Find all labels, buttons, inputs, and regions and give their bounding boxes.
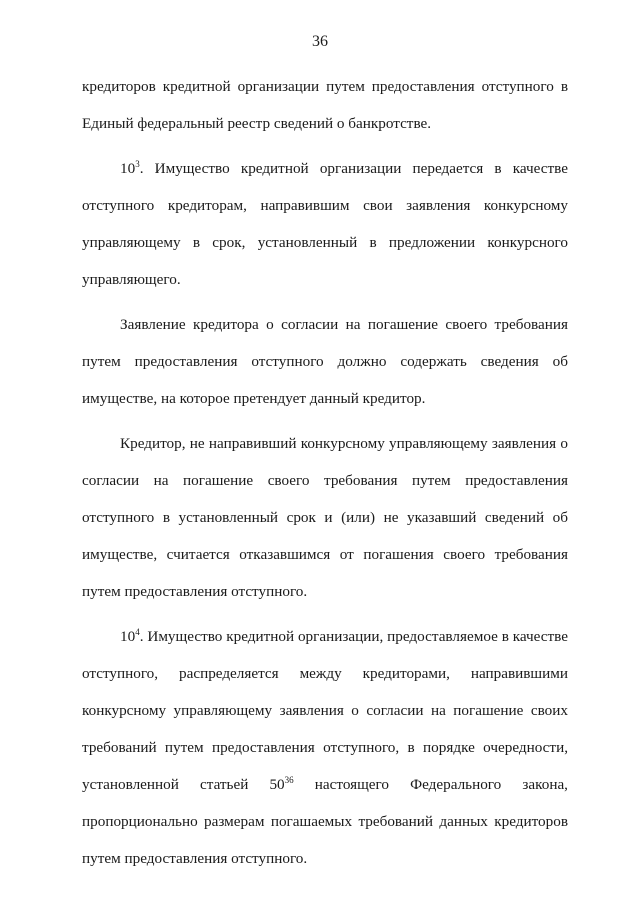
- text-line: [82, 150, 568, 187]
- text-line: кредиторов кредитной организации путем предоставления отступного в: [82, 78, 568, 95]
- text-line: согласии на погашение своего требования путем предоставления: [82, 472, 568, 489]
- paragraph-item-10-4: [82, 618, 568, 877]
- text-fragment: . Имущество кредитной организации передается в качестве: [139, 160, 568, 177]
- item-number-superscript: 4: [135, 626, 140, 637]
- text-line: Заявление кредитора о согласии на погашение своего требования: [120, 316, 568, 333]
- article-number-superscript: 36: [284, 774, 294, 785]
- body-text: [82, 68, 568, 885]
- text-line: Единый федеральный реестр сведений о банкротстве.: [82, 115, 432, 132]
- text-line: отступного в установленный срок и (или) не указавший сведений об: [82, 509, 568, 526]
- item-number: 10: [120, 628, 136, 645]
- text-line: управляющего.: [82, 271, 181, 288]
- item-number: 10: [120, 160, 136, 177]
- text-fragment: . Имущество кредитной организации, предоставляемое в качестве: [139, 628, 568, 645]
- text-line: путем предоставления отступного.: [82, 850, 308, 867]
- paragraph-application: [82, 306, 568, 417]
- text-line: пропорционально размерам погашаемых требований данных кредиторов: [82, 813, 568, 830]
- text-line: Кредитор, не направивший конкурсному управляющему заявления о: [120, 435, 568, 452]
- text-line: отступного, распределяется между кредиторами, направившими: [82, 665, 568, 682]
- item-number-superscript: 3: [135, 158, 140, 169]
- paragraph-creditor-refusal: [82, 425, 568, 610]
- text-line: имуществе, считается отказавшимся от погашения своего требования: [82, 546, 568, 563]
- text-line: [82, 766, 568, 803]
- text-line: [82, 618, 568, 655]
- text-line: требований путем предоставления отступного, в порядке очередности,: [82, 739, 568, 756]
- text-fragment: установленной статьей 50: [82, 776, 285, 793]
- text-line: конкурсному управляющему заявления о согласии на погашение своих: [82, 702, 568, 719]
- text-line: путем предоставления отступного.: [82, 583, 308, 600]
- page-number: 36: [312, 33, 328, 50]
- text-line: управляющему в срок, установленный в предложении конкурсного: [82, 234, 568, 251]
- text-line: путем предоставления отступного должно содержать сведения об: [82, 353, 568, 370]
- paragraph-item-10-3: [82, 150, 568, 298]
- text-line: отступного кредиторам, направившим свои заявления конкурсному: [82, 197, 568, 214]
- text-fragment: настоящего Федерального закона,: [293, 776, 568, 793]
- paragraph-continuation: [82, 68, 568, 142]
- text-line: имуществе, на которое претендует данный кредитор.: [82, 390, 426, 407]
